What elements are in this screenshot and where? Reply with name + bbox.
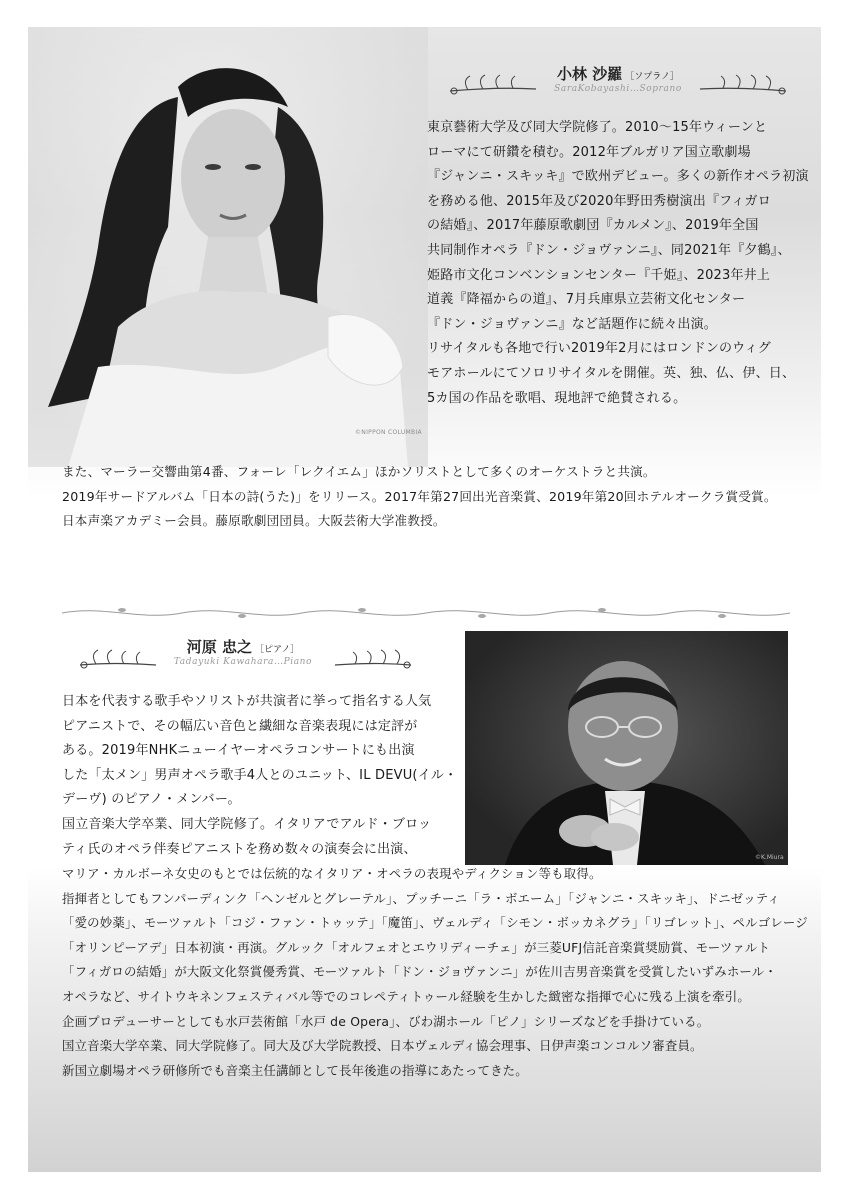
page-sheet xyxy=(28,27,821,1172)
bio-line: 共同制作オペラ『ドン・ジョヴァンニ』、同2021年『夕鶴』、 xyxy=(427,242,791,258)
pianist-romaji: Tadayuki Kawahara…Piano xyxy=(173,657,313,667)
soprano-bio-right xyxy=(427,116,809,411)
bio-line: 姫路市文化コンベンションセンター『千姫』、2023年井上 xyxy=(427,267,771,283)
pianist-photo-credit: ©K.Miura xyxy=(755,854,784,861)
pianist-name-block xyxy=(153,636,333,667)
bio-line: オペラなど、サイトウキネンフェスティバル等でのコレペティトゥール経験を生かした緻密な指揮で心に残る上演を牽引。 xyxy=(62,988,750,1004)
bio-line: 2019年サードアルバム「日本の詩(うた)」をリリース。2017年第27回出光音楽賞、2019年第20回ホテルオークラ賞受賞。 xyxy=(62,488,777,504)
bio-line: 「フィガロの結婚」が大阪文化祭賞優秀賞、モーツァルト「ドン・ジョヴァンニ」が佐川吉男音楽賞を受賞したいずみホール・ xyxy=(62,964,777,980)
bio-line: を務める他、2015年及び2020年野田秀樹演出『フィガロ xyxy=(427,193,771,209)
pianist-bio-left xyxy=(62,690,457,862)
soprano-name-block xyxy=(538,63,698,94)
bio-line: 日本声楽アカデミー会員。藤原歌劇団団員。大阪芸術大学准教授。 xyxy=(62,513,446,529)
left-sprig-icon xyxy=(448,69,538,97)
bio-line: 国立音楽大学卒業、同大学院修了。イタリアでアルド・ブロッ xyxy=(62,816,432,832)
bio-line: モアホールにてソロリサイタルを開催。英、独、仏、伊、日、 xyxy=(427,365,796,381)
bio-line: ローマにて研鑽を積む。2012年ブルガリア国立歌劇場 xyxy=(427,144,751,160)
bio-line: 指揮者としてもフンパーディンク「ヘンゼルとグレーテル」、プッチーニ「ラ・ボエーム」「ジャンニ・スキッキ」、ドニゼッティ xyxy=(62,890,780,906)
right-sprig-icon xyxy=(698,69,788,97)
bio-line: 「オリンピーアデ」日本初演・再演。グルック「オルフェオとエウリディーチェ」が三菱UFJ信託音楽賞奨励賞、モーツァルト xyxy=(62,939,771,955)
bio-line: 道義『降福からの道』、7月兵庫県立芸術文化センター xyxy=(427,292,746,308)
pianist-bio-full xyxy=(62,862,808,1083)
soprano-name: 小林 沙羅 xyxy=(557,65,623,83)
pianist-role: ［ピアノ］ xyxy=(254,645,300,655)
bio-line: の結婚』、2017年藤原歌劇団『カルメン』、2019年全国 xyxy=(427,218,759,234)
bio-line: 『ジャンニ・スキッキ』で欧州デビュー。多くの新作オペラ初演 xyxy=(427,169,809,185)
bio-line: 国立音楽大学卒業、同大学院修了。同大及び大学院教授、日本ヴェルディ協会理事、日伊声楽コンコルソ審査員。 xyxy=(62,1038,703,1054)
bio-line: マリア・カルボーネ女史のもとでは伝統的なイタリア・オペラの表現やディクション等も取得。 xyxy=(62,866,602,881)
bio-line: また、マーラー交響曲第4番、フォーレ「レクイエム」ほかソリストとして多くのオーケストラと共演。 xyxy=(62,464,656,479)
bio-line: 『ドン・ジョヴァンニ』など話題作に続々出演。 xyxy=(427,316,718,332)
bio-line: デーヴ) のピアノ・メンバー。 xyxy=(62,792,241,808)
soprano-romaji: SaraKobayashi…Soprano xyxy=(554,84,682,94)
soprano-role: ［ソプラノ］ xyxy=(625,72,679,82)
right-sprig-icon xyxy=(333,645,413,673)
bio-line: 新国立劇場オペラ研修所でも音楽主任講師として長年後進の指導にあたってきた。 xyxy=(62,1062,528,1078)
bio-line: リサイタルも各地で行い2019年2月にはロンドンのウィグ xyxy=(427,341,772,357)
bio-line: ピアニストで、その幅広い音色と繊細な音楽表現には定評が xyxy=(62,718,418,734)
bio-line: した「太メン」男声オペラ歌手4人とのユニット、IL DEVU(イル・ xyxy=(62,767,458,783)
bio-line: 5カ国の作品を歌唱、現地評で絶賛される。 xyxy=(427,390,687,406)
pianist-photo xyxy=(465,631,788,865)
soprano-bio-full xyxy=(62,460,777,534)
soprano-photo-credit: ©NIPPON COLUMBIA xyxy=(355,429,422,436)
vine-divider-icon xyxy=(62,601,790,625)
bio-line: ある。2019年NHKニューイヤーオペラコンサートにも出演 xyxy=(62,743,415,759)
bio-line: ティ氏のオペラ伴奏ピアニストを務め数々の演奏会に出演、 xyxy=(62,841,417,857)
bio-line: 日本を代表する歌手やソリストが共演者に挙って指名する人気 xyxy=(62,694,432,709)
pianist-name: 河原 忠之 xyxy=(186,638,252,656)
left-sprig-icon xyxy=(78,645,158,673)
bio-line: 「愛の妙薬」、モーツァルト「コジ・ファン・トゥッテ」「魔笛」、ヴェルディ「シモン・ボッカネグラ」「リゴレット」、ペルゴレージ xyxy=(62,915,808,931)
soprano-portrait xyxy=(28,27,428,467)
bio-line: 東京藝術大学及び同大学院修了。2010〜15年ウィーンと xyxy=(427,120,768,135)
bio-line: 企画プロデューサーとしても水戸芸術館「水戸 de Opera」、びわ湖ホール「ピノ」シリーズなどを手掛けている。 xyxy=(62,1013,710,1029)
